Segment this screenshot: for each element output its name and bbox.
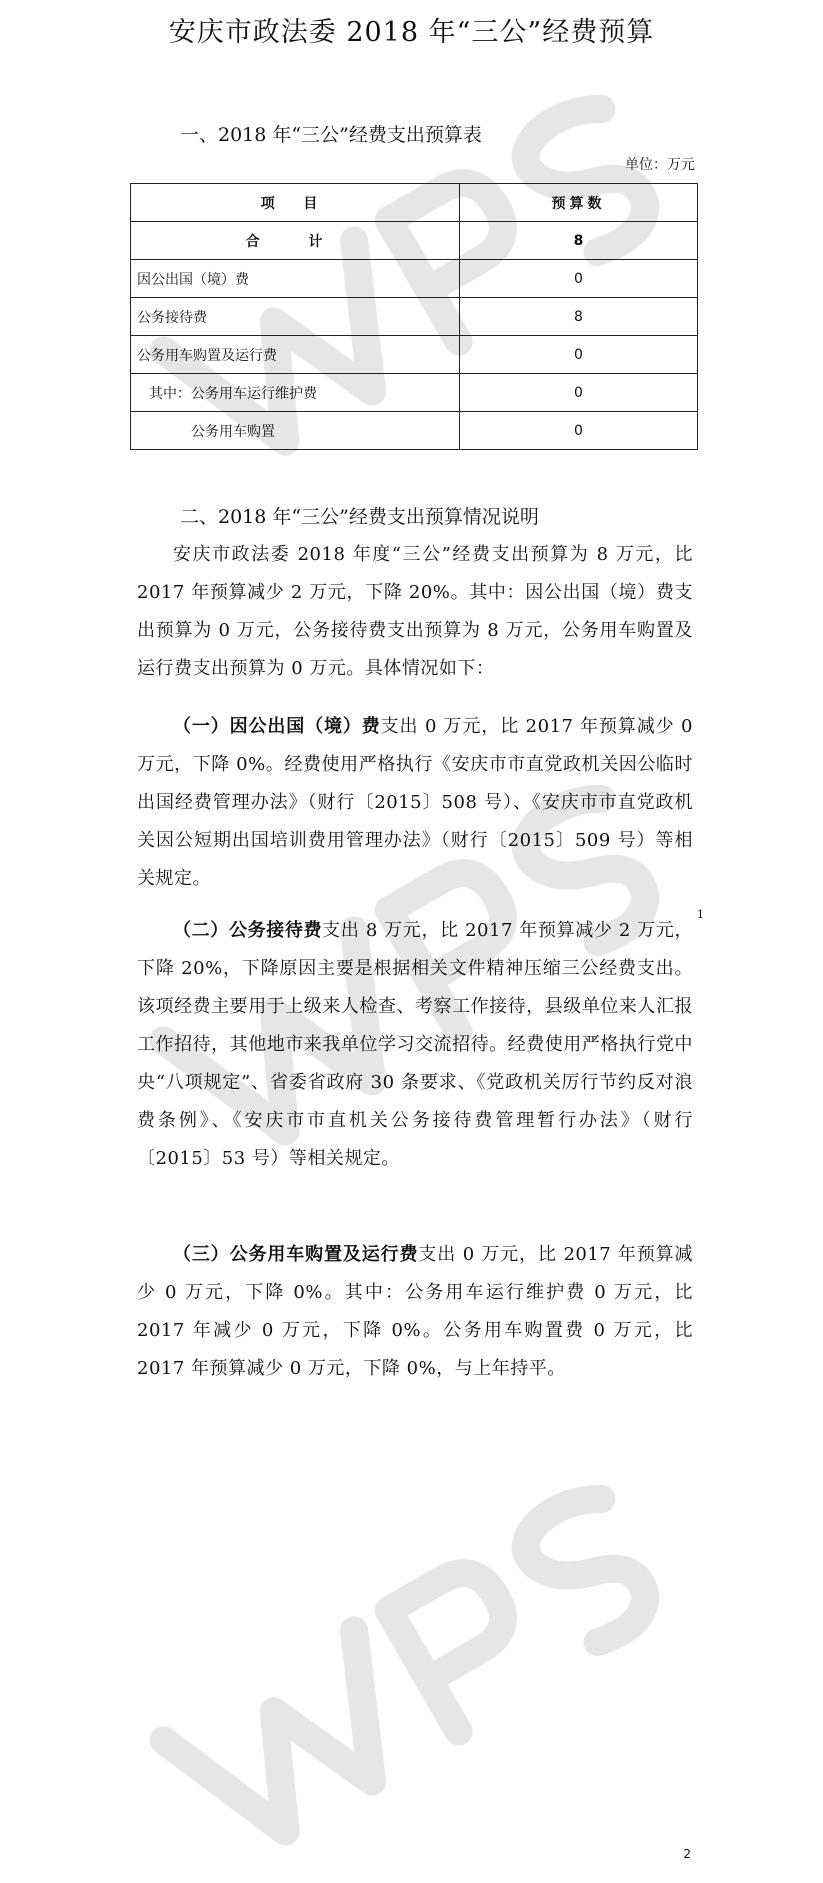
item-paragraph-2: [137, 912, 693, 1178]
row-label: 因公出国（境）费: [131, 260, 460, 298]
item-paragraph-3: [137, 1236, 693, 1388]
table-row: [131, 260, 698, 298]
item-heading: （一）因公出国（境）费: [173, 716, 381, 737]
row-value: 8: [460, 298, 698, 336]
total-value: 8: [460, 222, 698, 260]
row-label: 公务接待费: [131, 298, 460, 336]
section2-heading: 二、2018 年“三公”经费支出预算情况说明: [180, 506, 539, 528]
item-text: 支出 0 万元，比 2017 年预算减少 0 万元，下降 0%。经费使用严格执行《安庆市市直党政机关因公临时出国经费管理办法》（财行〔2015〕508 号）、《安庆市市直党政机关因公短期出国培训费用管理办法》（财行〔2015〕509 号）等相关规定。: [137, 716, 694, 889]
row-value: 0: [460, 412, 698, 450]
row-label: 其中：公务用车运行维护费: [131, 374, 460, 412]
table-total-row: [131, 222, 698, 260]
unit-label: 单位：万元: [625, 157, 695, 173]
header-item: 项 目: [131, 184, 460, 222]
row-label: 公务用车购置及运行费: [131, 336, 460, 374]
document-title: 安庆市政法委 2018 年“三公”经费预算: [168, 17, 655, 48]
item-heading: （二）公务接待费: [173, 920, 323, 941]
item-paragraph-1: [137, 708, 693, 898]
section1-heading: 一、2018 年“三公”经费支出预算表: [180, 124, 482, 146]
footnote-marker: 1: [697, 908, 704, 921]
item-text: 支出 8 万元，比 2017 年预算减少 2 万元，下降 20%，下降原因主要是根据相关文件精神压缩三公经费支出。该项经费主要用于上级来人检查、考察工作接待，县级单位来人汇报工作招待，其他地市来我单位学习交流招待。经费使用严格执行党中央“八项规定”、省委省政府 30 条要求、《党政机关厉行节约反对浪费条例》、《安庆市市直机关公务接待费管理暂行办法》（财行〔2015〕53 号）等相关规定。: [137, 920, 693, 1169]
budget-table: [130, 183, 698, 450]
table-row: [131, 412, 698, 450]
item-heading: （三）公务用车购置及运行费: [173, 1244, 419, 1265]
table-row: [131, 374, 698, 412]
item-text: 支出 0 万元，比 2017 年预算减少 0 万元，下降 0%。其中：公务用车运行维护费 0 万元，比 2017 年减少 0 万元，下降 0%。公务用车购置费 0 万元，比 2017 年预算减少 0 万元，下降 0%，与上年持平。: [137, 1244, 693, 1379]
header-budget: 预算数: [460, 184, 698, 222]
row-value: 0: [460, 374, 698, 412]
table-row: [131, 298, 698, 336]
row-label: 公务用车购置: [131, 412, 460, 450]
row-value: 0: [460, 260, 698, 298]
total-label: 合 计: [131, 222, 460, 260]
table-header-row: [131, 184, 698, 222]
row-value: 0: [460, 336, 698, 374]
table-row: [131, 336, 698, 374]
intro-paragraph: 安庆市政法委 2018 年度“三公”经费支出预算为 8 万元，比 2017 年预算减少 2 万元，下降 20%。其中：因公出国（境）费支出预算为 0 万元，公务接待费支出预算为 8 万元，公务用车购置及运行费支出预算为 0 万元。具体情况如下：: [137, 544, 693, 679]
page-number: 2: [683, 1847, 691, 1861]
